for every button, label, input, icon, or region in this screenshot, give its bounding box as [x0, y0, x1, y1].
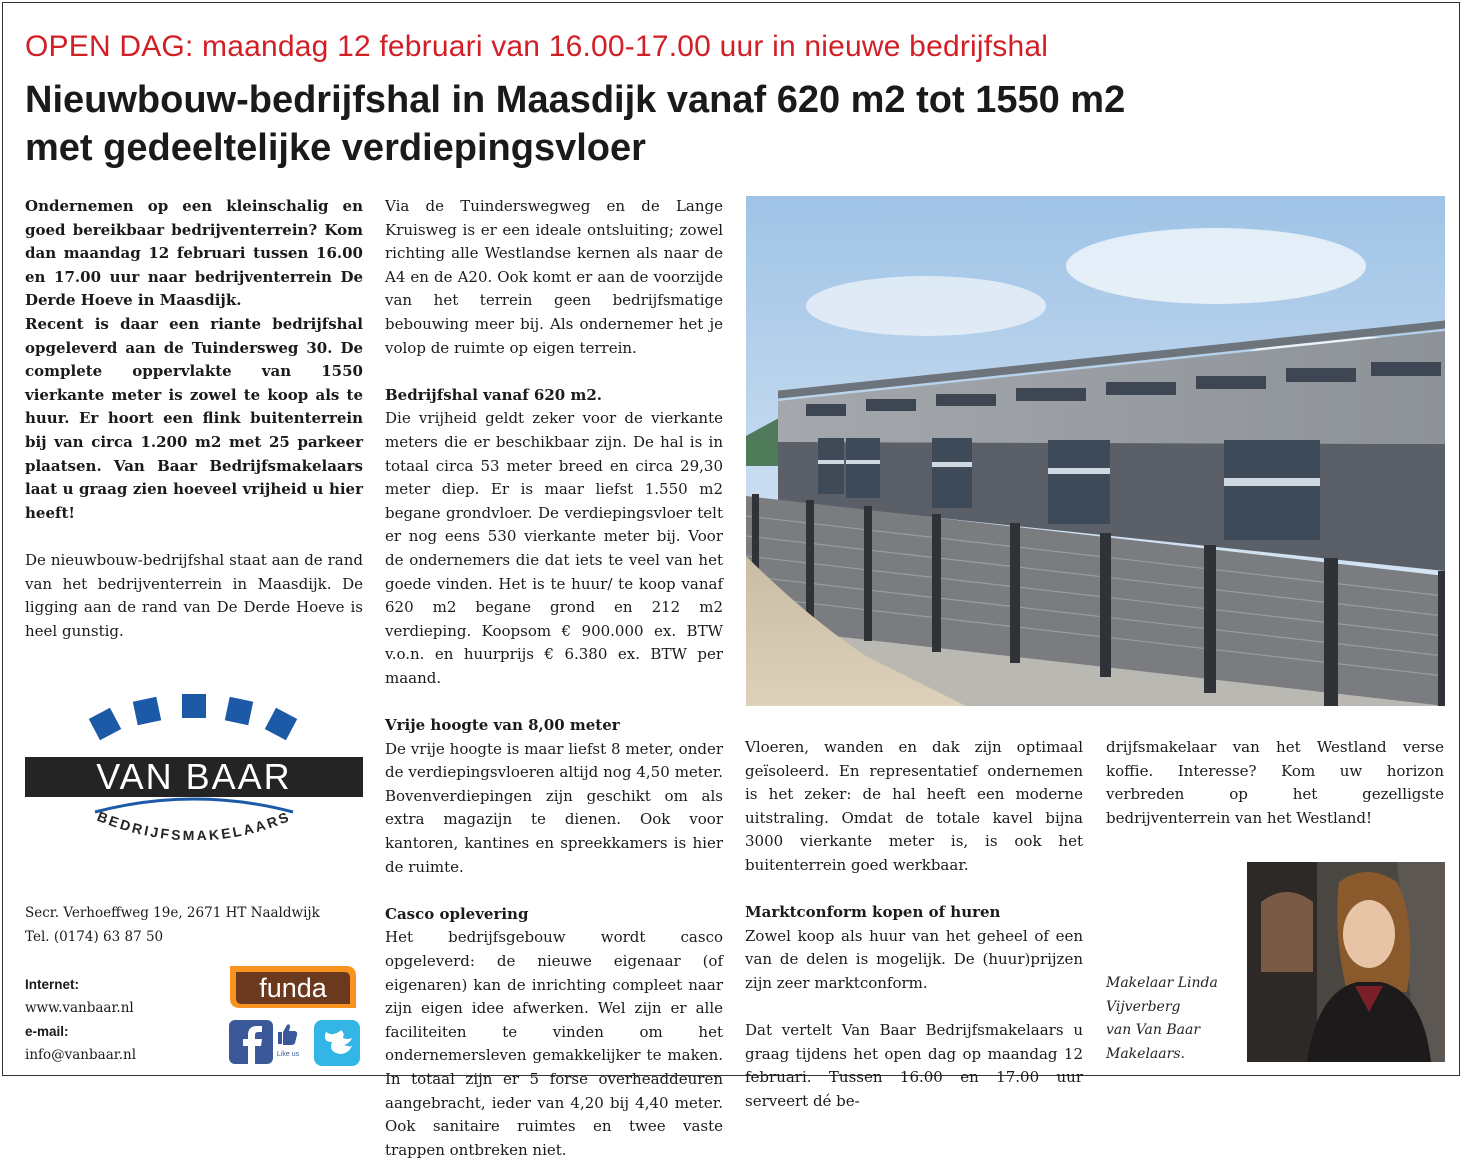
twitter-icon[interactable]	[314, 1020, 360, 1066]
column-2	[385, 195, 723, 1162]
like-thumb-icon[interactable]	[277, 1024, 300, 1058]
paragraph: De vrije hoogte is maar liefst 8 meter, onder de verdiepingsvloeren altijd nog 4,50 meter. Bovenverdiepingen zijn geschikt om als extra magazijn te dienen. Ook voor kantoren, kantines en spreekkamers is hier de ruimte.	[385, 739, 723, 876]
caption-line: Makelaars.	[1106, 1045, 1185, 1062]
svg-text:BEDRIJFSMAKELAARS	[95, 808, 293, 840]
subheading: Marktconform kopen of huren	[745, 903, 1001, 922]
van-baar-logo	[25, 690, 363, 840]
building-photo	[746, 196, 1445, 706]
subheading: Casco oplevering	[385, 904, 529, 923]
paragraph: Zowel koop als huur van het geheel of een van de delen is mogelijk. De (huur)prijzen zijn zeer marktconform.	[745, 926, 1083, 992]
article-title-line-1: Nieuwbouw-bedrijfshal in Maasdijk vanaf 620 m2 tot 1550 m2	[25, 79, 1126, 121]
caption-line: Vijverberg	[1106, 998, 1181, 1015]
article-title-line-2: met gedeeltelijke verdiepingsvloer	[25, 127, 646, 169]
paragraph: Via de Tuinderswegweg en de Lange Kruisweg is er een ideale ontsluiting; zowel richting alle Westlandse kernen als naar de A4 en de A20. Ook komt er aan de voorzijde van het terrein geen bedrijfsmatige bebouwing meer bij. Als ondernemer het je volop de ruimte op eigen terrein.	[385, 197, 723, 357]
column-3	[745, 736, 1083, 1114]
logo-wordmark: VAN BAAR	[96, 756, 292, 797]
photo-caption	[1106, 972, 1218, 1066]
email-label: e-mail:	[25, 1024, 69, 1040]
phone: Tel. (0174) 63 87 50	[25, 928, 164, 945]
email-link[interactable]: info@vanbaar.nl	[25, 1046, 137, 1063]
like-label: Like us	[276, 1051, 300, 1058]
internet-label: Internet:	[25, 977, 79, 993]
paragraph: Het bedrijfsgebouw wordt casco opgeleverd: de nieuwe eigenaar (of eigenaren) kan de inrichting compleet naar zijn eigen idee afwerken. Wel zijn er alle faciliteiten te vinden om het ondernemersleven gemakkelijker te maken. In totaal zijn er 5 forse overheaddeuren aangebracht, ieder van 4,20 bij 4,40 meter. Ook sanitaire ruimtes en twee vaste trappen ontbreken niet.	[385, 928, 723, 1159]
lead-paragraph-2: Recent is daar een riante bedrijfshal opgeleverd aan de Tuindersweg 30. De complete oppervlakte van 1550 vierkante meter is zowel te koop als te huur. Er hoort een flink buitenterrein bij van circa 1.200 m2 met 25 parkeer plaatsen. Van Baar Bedrijfsmakelaars laat u graag zien hoeveel vrijheid u hier heeft!	[25, 314, 363, 522]
caption-line: Makelaar Linda	[1106, 975, 1218, 991]
facebook-icon[interactable]	[229, 1020, 273, 1064]
paragraph: Dat vertelt Van Baar Bedrijfsmakelaars u graag tijdens het open dag op maandag 12 februari. Tussen 16.00 en 17.00 uur serveert dé be-	[745, 1021, 1083, 1110]
column-4	[1106, 736, 1444, 830]
subheading: Bedrijfshal vanaf 620 m2.	[385, 385, 602, 404]
open-day-banner: OPEN DAG: maandag 12 februari van 16.00-17.00 uur in nieuwe bedrijfshal	[25, 30, 1049, 63]
website-link[interactable]: www.vanbaar.nl	[25, 999, 134, 1016]
lead-paragraph-1: Ondernemen op een kleinschalig en goed bereikbaar bedrijventerrein? Kom dan maandag 12 februari tussen 16.00 en 17.00 uur naar bedrijventerrein De Derde Hoeve in Maasdijk.	[25, 197, 363, 310]
funda-label: funda	[259, 973, 327, 1003]
paragraph: De nieuwbouw-bedrijfshal staat aan de rand van het bedrijventerrein in Maasdijk. De ligging aan de rand van De Derde Hoeve is heel gunstig.	[25, 550, 363, 640]
portrait-photo	[1247, 862, 1445, 1062]
social-icons	[228, 1018, 362, 1068]
logo-subtitle: BEDRIJFSMAKELAARS	[95, 807, 293, 840]
paragraph: Vloeren, wanden en dak zijn optimaal geïsoleerd. En representatief ondernemen is het zeker: de hal heeft een moderne uitstraling. Omdat de totale kavel bijna 3000 vierkante meter is, is ook het buitenterrein goed werkbaar.	[745, 738, 1083, 874]
article-title	[25, 76, 1325, 172]
paragraph: drijfsmakelaar van het Westland verse koffie. Interesse? Kom uw horizon verbreden op het gezelligste bedrijventerrein van het Westland!	[1106, 738, 1444, 827]
column-1	[25, 195, 363, 643]
caption-line: van Van Baar	[1106, 1022, 1201, 1039]
paragraph: Die vrijheid geldt zeker voor de vierkante meters die er beschikbaar zijn. De hal is in totaal circa 53 meter breed en circa 29,30 meter diep. Er is maar liefst 1.550 m2 begane grondvloer. De verdiepingsvloer telt er nog eens 530 vierkante meter bij. Voor de ondernemers die dat iets te veel van het goede vinden. Het is te huur/ te koop vanaf 620 m2 begane grond en 212 m2 verdieping. Koopsom € 900.000 ex. BTW v.o.n. en huurprijs € 6.380 ex. BTW per maand.	[385, 409, 723, 687]
subheading: Vrije hoogte van 8,00 meter	[385, 716, 620, 735]
funda-badge[interactable]	[228, 964, 358, 1010]
address: Secr. Verhoeffweg 19e, 2671 HT Naaldwijk	[25, 905, 320, 921]
